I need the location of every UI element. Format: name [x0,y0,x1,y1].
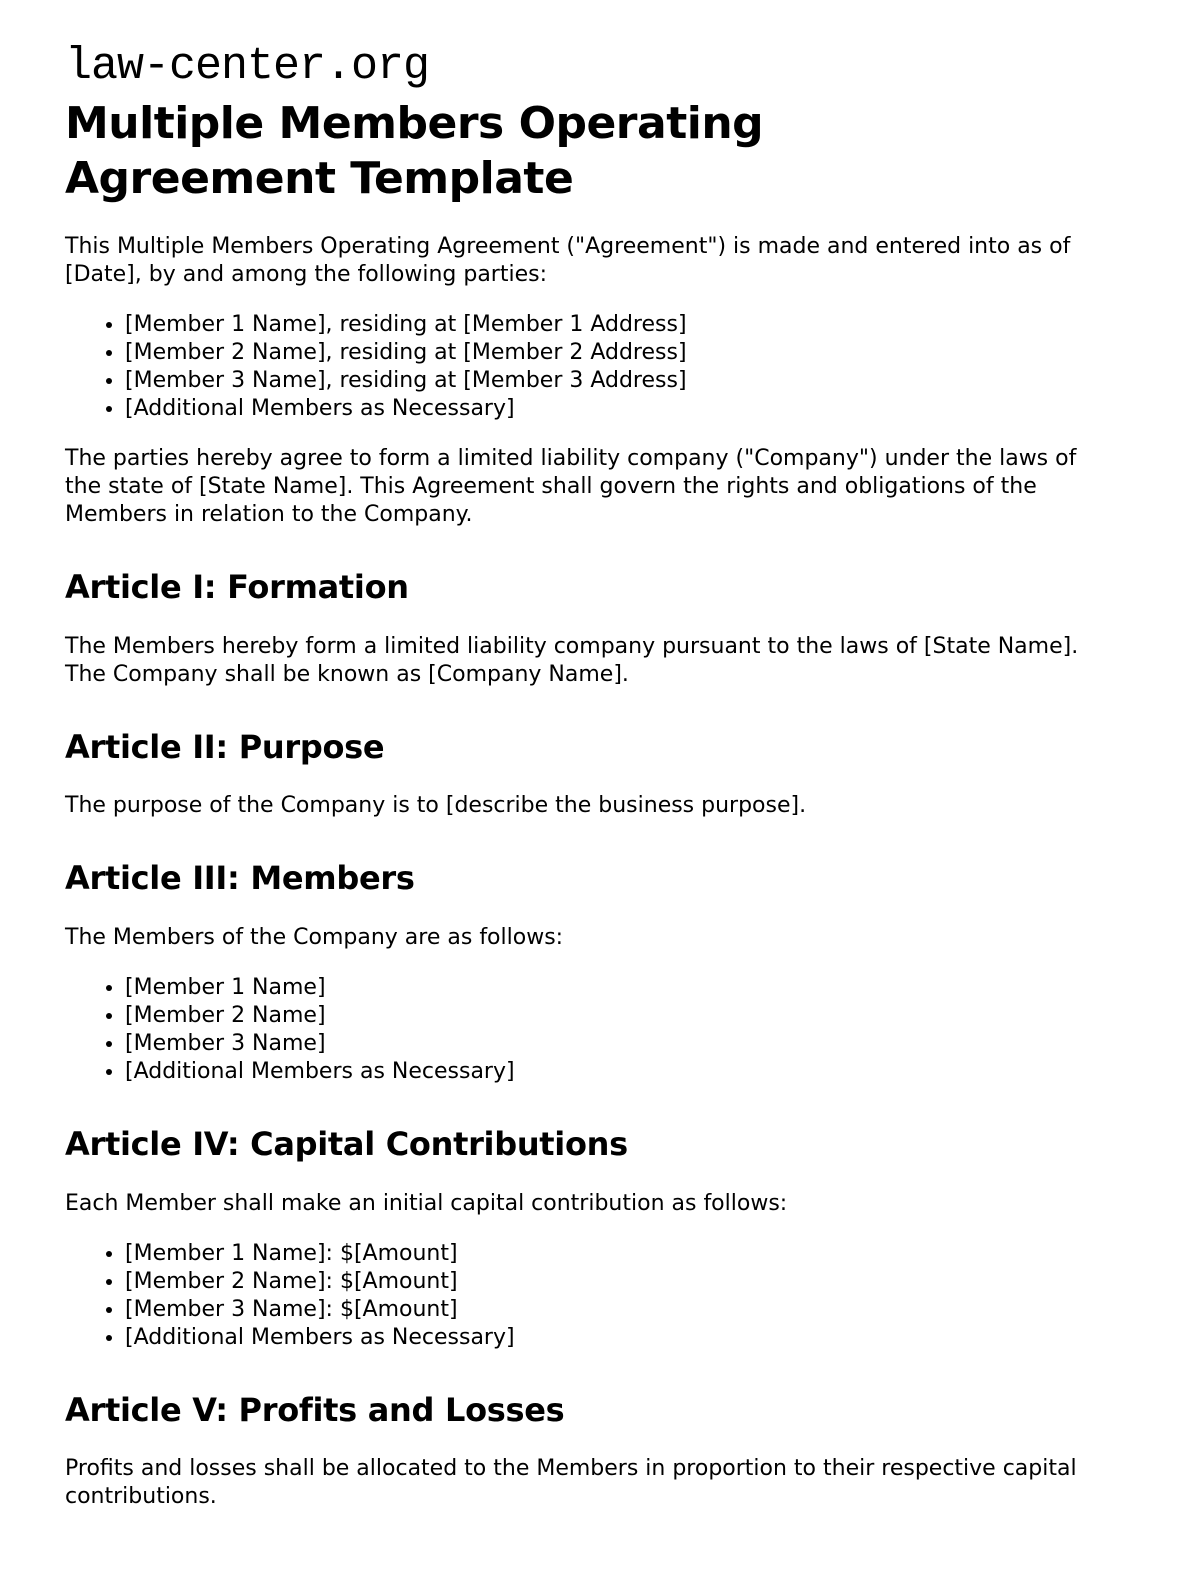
list-item: • [Member 1 Name] [125,974,1065,1002]
list-item: • [Member 1 Name]: $[Amount] [125,1240,1065,1268]
article-5-heading: Article V: Profits and Losses [65,1390,565,1429]
article-4-heading: Article IV: Capital Contributions [65,1125,628,1164]
contributions-list [65,1240,1065,1352]
article-1-paragraph: The Members hereby form a limited liability company pursuant to the laws of [State Name]. The Company shall be known as [Company Name]. [65,633,1079,687]
list-item: • [Additional Members as Necessary] [125,1324,1065,1352]
list-item: • [Additional Members as Necessary] [125,1058,1065,1086]
members-list [65,974,1065,1086]
article-4-paragraph: Each Member shall make an initial capital contribution as follows: [65,1190,788,1216]
list-item: • [Member 3 Name], residing at [Member 3 Address] [125,367,1065,395]
intro-paragraph: This Multiple Members Operating Agreement ("Agreement") is made and entered into as of [Date], by and among the following parties: [65,234,1071,288]
list-item: • [Member 3 Name] [125,1030,1065,1058]
document-page [65,42,1111,1511]
list-item: • [Member 2 Name] [125,1002,1065,1030]
list-item: • [Member 1 Name], residing at [Member 1 Address] [125,311,1065,339]
article-1-heading: Article I: Formation [65,568,409,607]
site-logo: law-center.org [65,41,430,92]
article-3-heading: Article III: Members [65,859,415,898]
parties-list [65,311,1065,423]
page-title: Multiple Members Operating Agreement Template [65,97,764,205]
article-3-paragraph: The Members of the Company are as follows: [65,925,564,951]
list-item: • [Additional Members as Necessary] [125,395,1065,423]
list-item: • [Member 2 Name]: $[Amount] [125,1268,1065,1296]
list-item: • [Member 3 Name]: $[Amount] [125,1296,1065,1324]
article-2-heading: Article II: Purpose [65,727,385,766]
article-5-paragraph: Profits and losses shall be allocated to the Members in proportion to their respective capital contributions. [65,1456,1077,1510]
article-2-paragraph: The purpose of the Company is to [describe the business purpose]. [65,793,807,819]
agreement-paragraph: The parties hereby agree to form a limited liability company ("Company") under the laws of the state of [State Name]. This Agreement shall govern the rights and obligations of the Members in relation to the Company. [65,446,1077,528]
list-item: • [Member 2 Name], residing at [Member 2 Address] [125,339,1065,367]
